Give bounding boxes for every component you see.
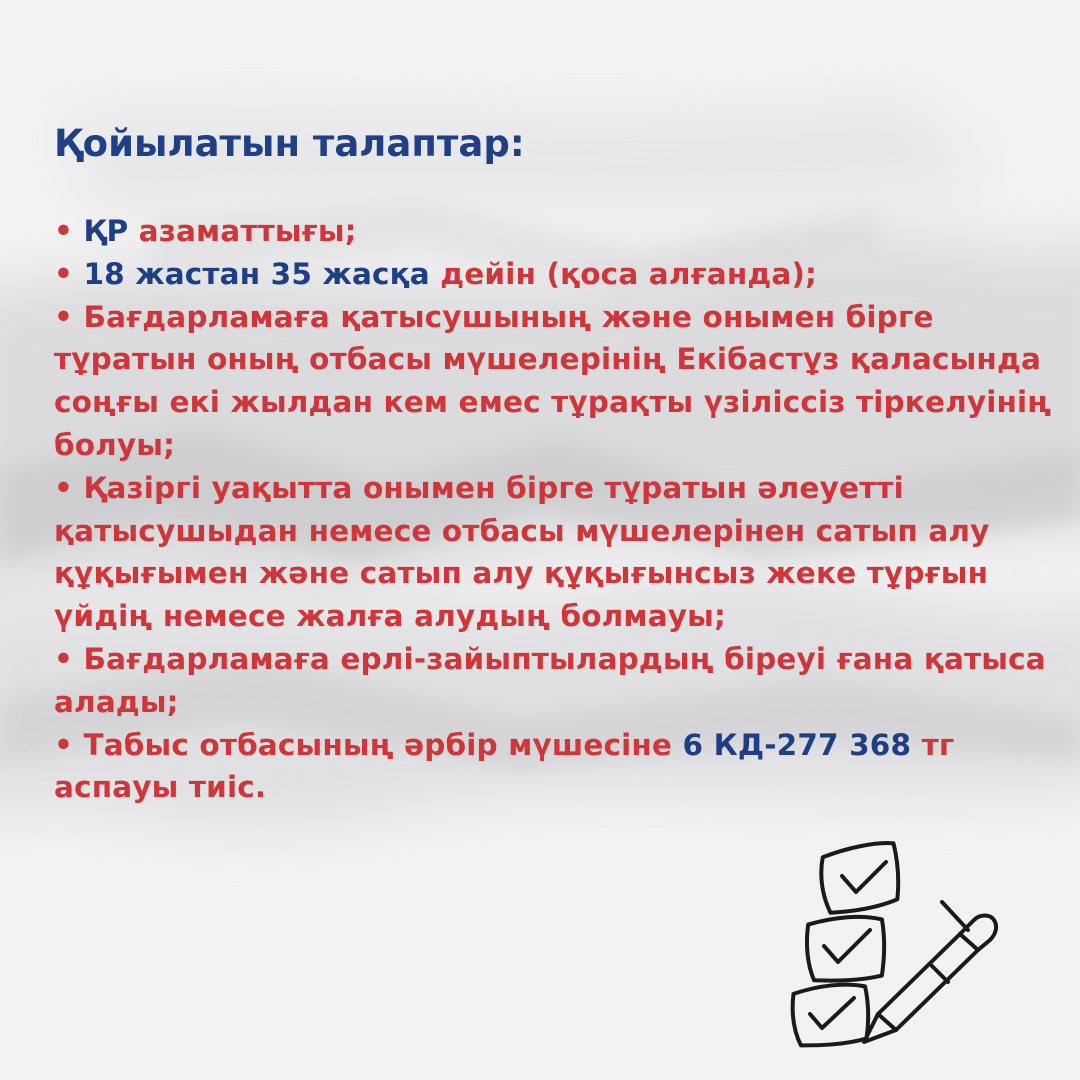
requirement-text: азаматтығы; — [128, 214, 357, 248]
list-item — [54, 638, 1054, 724]
list-item — [54, 253, 1054, 296]
bullet: • — [54, 470, 84, 505]
requirement-text: тг аспауы тиіс. — [54, 727, 955, 805]
page-title: Қойылатын талаптар: — [54, 122, 525, 165]
requirement-text: дейін (қоса алғанда); — [429, 256, 817, 291]
list-item — [54, 467, 1054, 638]
requirement-highlight: 6 КД-277 368 — [682, 727, 912, 762]
requirement-text: Қазіргі уақытта онымен бірге тұратын әлеуетті қатысушыдан немесе отбасы мүшелерінен сатып алу құқығымен және сатып алу құқығынсыз жеке тұрғын үйдің немесе жалға алудың болмауы; — [54, 470, 990, 634]
list-item — [54, 210, 1054, 253]
checklist-icon — [782, 838, 1000, 1052]
requirement-text: Табыс отбасының әрбір мүшесіне — [83, 727, 683, 762]
requirement-text: Бағдарламаға ерлі-зайыптылардың біреуі ғана қатыса алады; — [54, 641, 1046, 719]
requirements-list — [54, 210, 1054, 809]
bullet: • — [54, 641, 84, 676]
requirement-text: Бағдарламаға қатысушының және онымен бірге тұратын оның отбасы мүшелерінің Екібастұз қаласында соңғы екі жылдан кем емес тұрақты үзіліссіз тіркелуінің болуы; — [54, 299, 1052, 462]
bullet: • — [54, 256, 84, 291]
bullet: • — [54, 214, 84, 248]
bullet: • — [54, 727, 84, 762]
bullet: • — [54, 299, 84, 334]
requirement-highlight: 18 жастан 35 жасқа — [83, 256, 430, 291]
requirements-panel — [54, 118, 1054, 809]
list-item — [54, 724, 1054, 810]
list-item — [54, 296, 1054, 467]
requirement-highlight: ҚР — [83, 214, 129, 248]
